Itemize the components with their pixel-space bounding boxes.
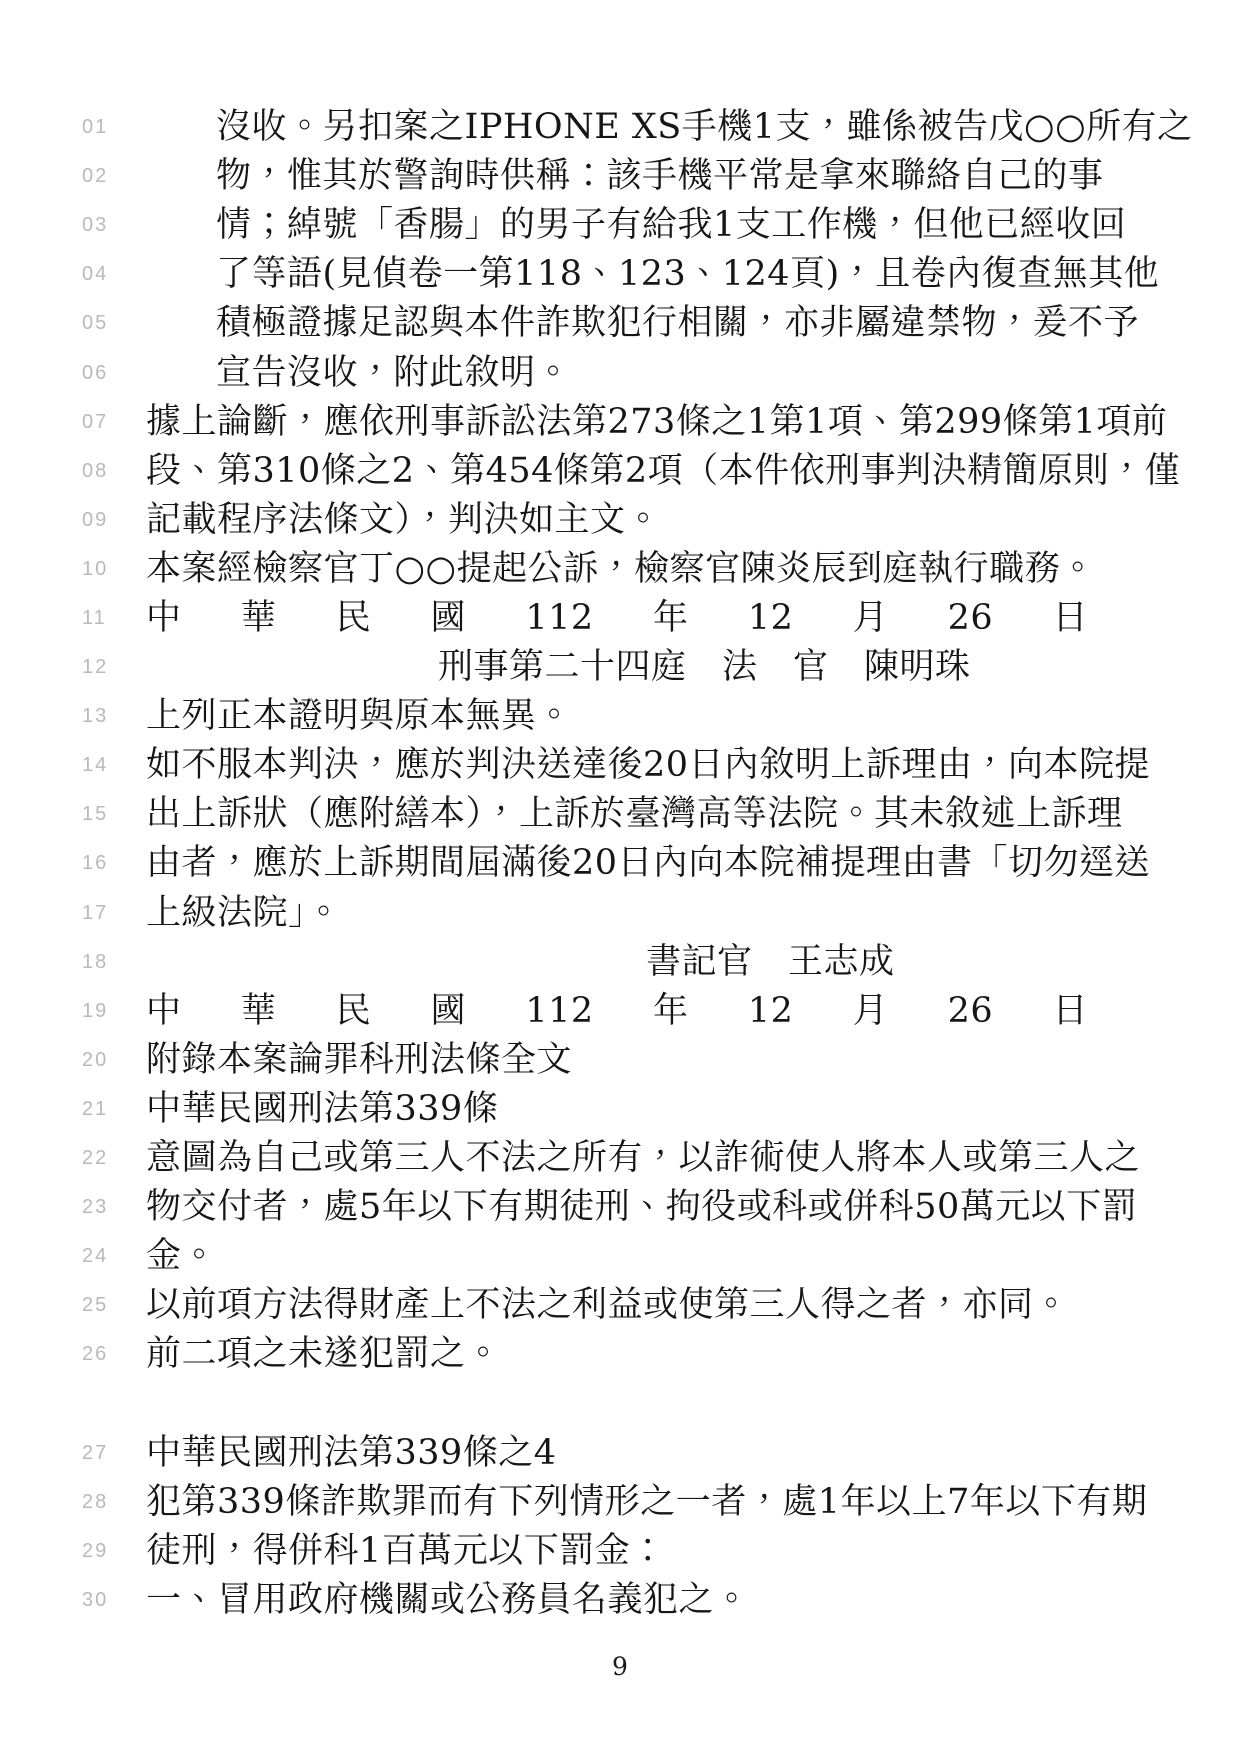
text-line [0, 250, 1240, 299]
line-text: 金。 [146, 1236, 218, 1277]
line-text: 物交付者，處5年以下有期徒刑、拘役或科或併科50萬元以下罰 [146, 1187, 1138, 1228]
date-token: 112 [525, 597, 594, 638]
line-number: 02 [82, 165, 109, 188]
line-text: 刑事第二十四庭 法 官 陳明珠 [438, 647, 971, 688]
line-number: 19 [82, 999, 109, 1022]
date-token: 年 [653, 597, 689, 638]
text-line [0, 299, 1240, 348]
line-number: 12 [82, 656, 109, 679]
line-number: 03 [82, 214, 109, 237]
line-number: 17 [82, 901, 109, 924]
line-number: 29 [82, 1539, 109, 1562]
line-number: 24 [82, 1245, 109, 1268]
text-line [0, 398, 1240, 447]
line-number: 01 [82, 116, 109, 139]
text-line [0, 447, 1240, 496]
line-text: 犯第339條詐欺罪而有下列情形之一者，處1年以上7年以下有期 [146, 1481, 1148, 1522]
line-number: 18 [82, 950, 109, 973]
date-token: 中 [146, 990, 182, 1031]
date-token: 12 [747, 990, 794, 1031]
text-line [0, 152, 1240, 201]
text-line [0, 545, 1240, 594]
line-number: 07 [82, 410, 109, 433]
line-number: 08 [82, 459, 109, 482]
text-line [0, 496, 1240, 545]
text-line [0, 692, 1240, 741]
line-number: 10 [82, 557, 109, 580]
text-line [0, 103, 1240, 152]
judgment-text-block [0, 103, 1240, 1625]
line-number: 22 [82, 1147, 109, 1170]
date-token: 民 [335, 597, 372, 638]
text-line [0, 1085, 1240, 1134]
line-text: 徒刑，得併科1百萬元以下罰金： [146, 1530, 666, 1571]
line-number: 15 [82, 803, 109, 826]
line-text: 宣告沒收，附此敘明。 [216, 352, 572, 393]
text-line [0, 1281, 1240, 1330]
date-line [0, 987, 1240, 1036]
line-number: 06 [82, 361, 109, 384]
text-line [0, 741, 1240, 790]
date-token: 112 [525, 990, 594, 1031]
line-number: 13 [82, 705, 109, 728]
date-token: 日 [1052, 990, 1088, 1031]
date-token: 月 [852, 990, 889, 1031]
line-number: 05 [82, 312, 109, 335]
page-number: 9 [612, 1652, 628, 1681]
blank-line [0, 1379, 1240, 1428]
line-text: 段、第310條之2、第454條第2項（本件依刑事判決精簡原則，僅 [146, 450, 1181, 491]
line-text: 據上論斷，應依刑事訴訟法第273條之1第1項、第299條第1項前 [146, 401, 1168, 442]
line-text: 出上訴狀（應附繕本），上訴於臺灣高等法院。其未敘述上訴理 [146, 794, 1123, 835]
text-line [0, 1036, 1240, 1085]
line-number: 23 [82, 1196, 109, 1219]
line-number: 20 [82, 1048, 109, 1071]
text-line [0, 1527, 1240, 1576]
text-line [0, 1576, 1240, 1625]
line-number: 09 [82, 508, 109, 531]
line-number: 14 [82, 754, 109, 777]
line-text: 積極證據足認與本件詐欺犯行相關，亦非屬違禁物，爰不予 [216, 303, 1140, 344]
line-text: 以前項方法得財產上不法之利益或使第三人得之者，亦同。 [146, 1285, 1070, 1326]
line-text: 一、冒用政府機關或公務員名義犯之。 [146, 1579, 750, 1620]
text-line [0, 201, 1240, 250]
line-number: 26 [82, 1343, 109, 1366]
line-number: 21 [82, 1097, 109, 1120]
line-text: 上級法院」。 [146, 892, 342, 933]
line-text: 中華民國刑法第339條 [146, 1088, 499, 1129]
line-text: 情；綽號「香腸」的男子有給我1支工作機，但他已經收回 [216, 205, 1127, 246]
text-line [0, 839, 1240, 888]
line-number: 25 [82, 1294, 109, 1317]
date-line [0, 594, 1240, 643]
line-text: 中華民國刑法第339條之4 [146, 1432, 557, 1473]
line-text [146, 990, 1104, 1031]
line-text: 前二項之未遂犯罰之。 [146, 1334, 502, 1375]
line-text: 本案經檢察官丁○○提起公訴，檢察官陳炎辰到庭執行職務。 [146, 548, 1096, 589]
date-token: 年 [653, 990, 689, 1031]
line-text: 意圖為自己或第三人不法之所有，以詐術使人將本人或第三人之 [146, 1138, 1141, 1179]
line-number: 27 [82, 1441, 109, 1464]
line-text [146, 597, 1104, 638]
text-line [0, 790, 1240, 839]
date-token: 中 [146, 597, 182, 638]
line-text: 上列正本證明與原本無異。 [146, 696, 573, 737]
line-text: 記載程序法條文），判決如主文。 [146, 499, 662, 540]
text-line [0, 1134, 1240, 1183]
line-text: 物，惟其於警詢時供稱：該手機平常是拿來聯絡自己的事 [216, 156, 1104, 197]
line-number: 30 [82, 1588, 109, 1611]
text-line [0, 1330, 1240, 1379]
date-token: 12 [747, 597, 794, 638]
line-number: 16 [82, 852, 109, 875]
line-text: 如不服本判決，應於判決送達後20日內敘明上訴理由，向本院提 [146, 745, 1151, 786]
text-line [0, 1232, 1240, 1281]
judge-signature-line [0, 643, 1240, 692]
line-text: 附錄本案論罪科刑法條全文 [146, 1039, 573, 1080]
line-number: 11 [82, 606, 107, 629]
date-token: 月 [852, 597, 889, 638]
text-line [0, 1183, 1240, 1232]
clerk-signature-line [0, 938, 1240, 987]
line-number: 04 [82, 263, 109, 286]
line-text: 由者，應於上訴期間屆滿後20日內向本院補提理由書「切勿逕送 [146, 843, 1151, 884]
date-token: 華 [240, 990, 277, 1031]
date-token: 國 [430, 597, 467, 638]
date-token: 26 [947, 597, 994, 638]
text-line [0, 1429, 1240, 1478]
date-token: 日 [1052, 597, 1088, 638]
date-token: 民 [335, 990, 372, 1031]
text-line [0, 889, 1240, 938]
text-line [0, 348, 1240, 397]
text-line [0, 1478, 1240, 1527]
date-token: 26 [947, 990, 994, 1031]
date-token: 國 [430, 990, 467, 1031]
date-token: 華 [240, 597, 277, 638]
line-number: 28 [82, 1490, 109, 1513]
line-text: 了等語(見偵卷一第118、123、124頁)，且卷內復查無其他 [216, 254, 1160, 295]
line-text: 書記官 王志成 [646, 941, 895, 982]
line-text: 沒收。另扣案之IPHONE XS手機1支，雖係被告戊○○所有之 [216, 107, 1193, 148]
